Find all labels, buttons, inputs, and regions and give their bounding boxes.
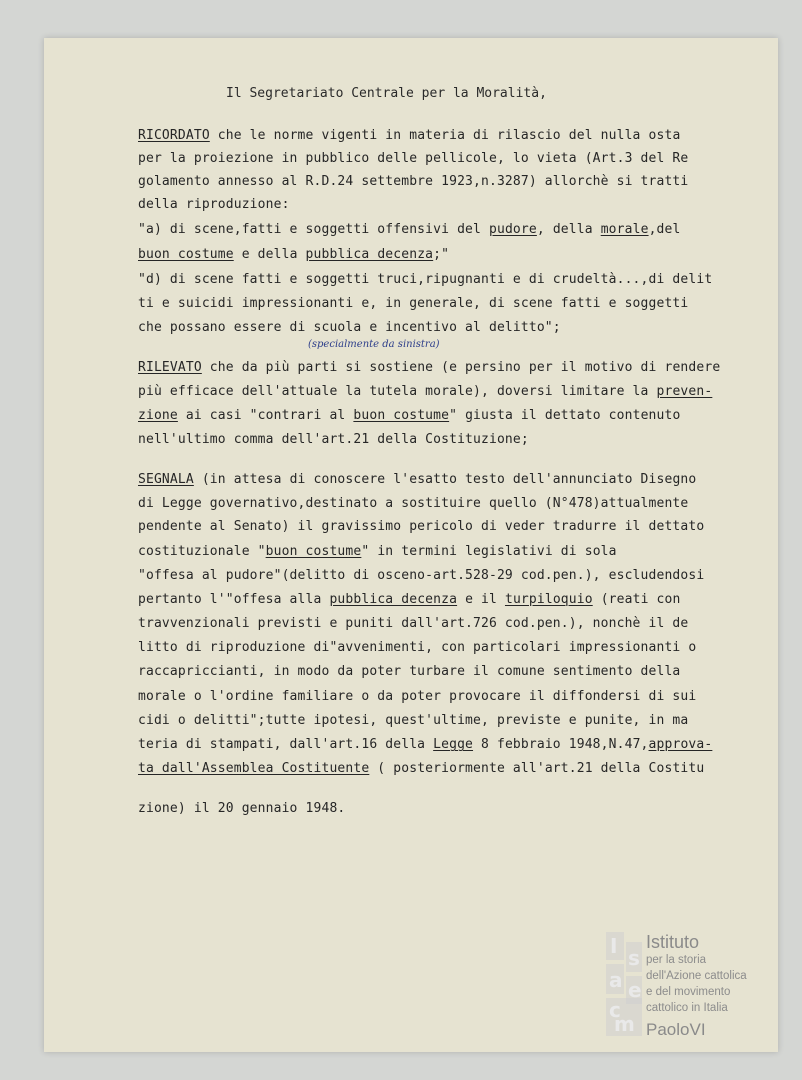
text-run: litto di riproduzione di"avvenimenti, con particolari impressionanti o xyxy=(138,640,697,655)
document-title: Il Segretariato Centrale per la Moralità, xyxy=(226,86,547,101)
text-line xyxy=(138,616,688,632)
text-line xyxy=(138,320,561,336)
text-run: che possano essere di scuola e incentivo al delitto"; xyxy=(138,320,561,335)
text-line xyxy=(138,801,345,817)
text-line xyxy=(138,296,688,312)
text-run: zione) il 20 gennaio 1948. xyxy=(138,801,346,816)
text-line xyxy=(138,384,712,400)
text-run: ti e suicidi impressionanti e, in generale, di scene fatti e soggetti xyxy=(138,296,689,311)
text-run: (reati con xyxy=(592,592,681,607)
underlined-text: approva- xyxy=(648,737,713,752)
logo-text-line: per la storia xyxy=(646,954,707,966)
text-run: che le norme vigenti in materia di rilascio del nulla osta xyxy=(209,128,681,143)
text-line xyxy=(138,174,688,190)
text-run: che da più parti si sostiene (e persino per il motivo di rendere xyxy=(201,360,721,375)
text-line xyxy=(138,128,680,144)
text-run: " in termini legislativi di sola xyxy=(361,544,617,559)
text-run: morale o l'ordine familiare o da poter provocare il diffondersi di sui xyxy=(138,689,697,704)
underlined-text: Legge xyxy=(433,737,474,752)
archive-watermark-logo xyxy=(606,932,776,1044)
text-line xyxy=(138,737,712,753)
underlined-text: buon costume xyxy=(353,408,450,423)
text-run: golamento annesso al R.D.24 settembre 1923,n.3287) allorchè si tratti xyxy=(138,174,689,189)
text-run: 8 febbraio 1948,N.47, xyxy=(473,737,649,752)
text-line xyxy=(138,472,696,488)
text-run: , della xyxy=(536,222,601,237)
text-run: ai casi "contrari al xyxy=(177,408,354,423)
text-run: più efficace dell'attuale la tutela morale), doversi limitare la xyxy=(138,384,657,399)
underlined-text: zione xyxy=(138,408,178,423)
text-line xyxy=(138,360,720,376)
underlined-text: morale xyxy=(600,222,649,237)
underlined-text: pubblica decenza xyxy=(305,247,434,262)
text-run: della riproduzione: xyxy=(138,197,290,212)
text-line xyxy=(138,432,529,448)
text-line xyxy=(138,408,680,424)
logo-name: PaoloVI xyxy=(646,1020,706,1039)
text-line xyxy=(138,151,688,167)
text-run: ;" xyxy=(433,247,450,262)
logo-letter: a xyxy=(609,968,623,992)
underlined-text: buon costume xyxy=(265,544,362,559)
text-line xyxy=(138,272,712,288)
logo-letter: I xyxy=(610,934,618,958)
text-run: per la proiezione in pubblico delle pellicole, lo vieta (Art.3 del Re xyxy=(138,151,689,166)
logo-letter: e xyxy=(628,978,642,1002)
handwritten-note: (specialmente da sinistra) xyxy=(308,339,440,350)
logo-text-line: cattolico in Italia xyxy=(646,1002,728,1014)
text-run: (in attesa di conoscere l'esatto testo dell'annunciato Disegno xyxy=(193,472,697,487)
text-line xyxy=(138,544,617,560)
text-line xyxy=(138,689,696,705)
text-line xyxy=(138,197,290,213)
text-run: e il xyxy=(457,592,505,607)
text-run: nell'ultimo comma dell'art.21 della Costituzione; xyxy=(138,432,529,447)
text-run: "offesa al pudore"(delitto di osceno-art.528-29 cod.pen.), escludendosi xyxy=(138,568,705,583)
logo-letter: s xyxy=(628,946,640,970)
text-line xyxy=(138,640,696,656)
text-run: teria di stampati, dall'art.16 della xyxy=(138,737,434,752)
underlined-text: pudore xyxy=(488,222,537,237)
underlined-text: buon costume xyxy=(138,247,234,262)
text-run: raccapriccianti, in modo da poter turbare il comune sentimento della xyxy=(138,664,681,679)
text-line xyxy=(138,761,704,777)
underlined-text: turpiloquio xyxy=(504,592,593,607)
underlined-text: RICORDATO xyxy=(138,128,210,143)
text-run: cidi o delitti";tutte ipotesi, quest'ultime, previste e punite, in ma xyxy=(138,713,689,728)
underlined-text: preven- xyxy=(656,384,713,399)
logo-title: Istituto xyxy=(646,932,700,952)
text-line xyxy=(138,713,688,729)
logo-letter: c xyxy=(609,998,621,1022)
text-line xyxy=(138,592,680,608)
underlined-text: SEGNALA xyxy=(138,472,194,487)
underlined-text: RILEVATO xyxy=(138,360,202,375)
text-run: pertanto l'"offesa alla xyxy=(138,592,330,607)
text-run: "d) di scene fatti e soggetti truci,ripugnanti e di crudeltà...,di delit xyxy=(138,272,713,287)
text-run: " giusta il dettato contenuto xyxy=(449,408,681,423)
text-run: costituzionale " xyxy=(138,544,266,559)
text-run: di Legge governativo,destinato a sostituire quello (N°478)attualmente xyxy=(138,496,689,511)
text-run: "a) di scene,fatti e soggetti offensivi del xyxy=(138,222,489,237)
text-run: travvenzionali previsti e puniti dall'art.726 cod.pen.), nonchè il de xyxy=(138,616,689,631)
text-line xyxy=(138,568,704,584)
text-line xyxy=(138,496,688,512)
text-run: e della xyxy=(233,247,306,262)
logo-letter: m xyxy=(614,1012,635,1036)
text-line xyxy=(138,222,680,238)
text-run: ,del xyxy=(648,222,681,237)
logo-text-line: e del movimento xyxy=(646,986,731,998)
text-line xyxy=(138,247,449,263)
text-run: ( posteriormente all'art.21 della Costitu xyxy=(369,761,705,776)
text-run: pendente al Senato) il gravissimo pericolo di veder tradurre il dettato xyxy=(138,519,705,534)
logo-text-line: dell'Azione cattolica xyxy=(646,970,747,982)
underlined-text: pubblica decenza xyxy=(329,592,458,607)
text-line xyxy=(138,519,704,535)
underlined-text: ta dall'Assemblea Costituente xyxy=(138,761,370,776)
text-line xyxy=(138,664,680,680)
